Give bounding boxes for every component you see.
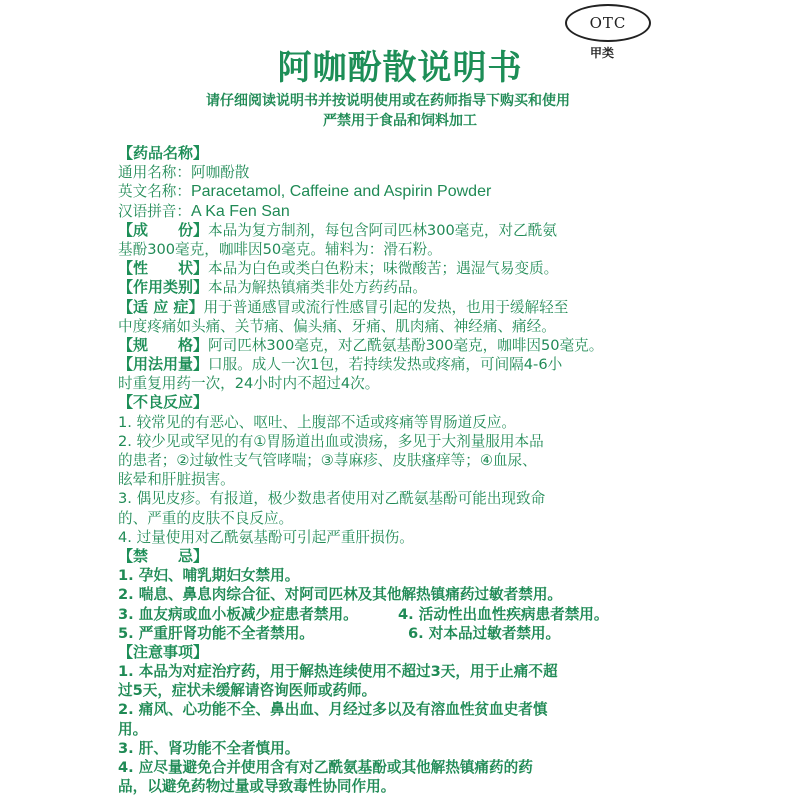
character-text: 本品为白色或类白色粉末；味微酸苦；遇湿气易变质。 xyxy=(208,260,559,278)
otc-badge xyxy=(565,4,651,42)
section-precautions xyxy=(118,643,658,662)
precaution-line: 过5天，症状未缓解请咨询医师或药师。 xyxy=(118,682,377,700)
section-spec xyxy=(118,336,658,355)
section-header: 【作用类别】 xyxy=(118,278,209,297)
contraindication-line: 1. 孕妇、哺乳期妇女禁用。 xyxy=(118,567,300,585)
english-name-label: 英文名称： xyxy=(118,183,191,201)
section-category xyxy=(118,278,658,297)
otc-class-label: 甲类 xyxy=(590,46,615,60)
adverse-line: 的、严重的皮肤不良反应。 xyxy=(118,509,294,527)
dosage-text: 口服。成人一次1包，若持续发热或疼痛，可间隔4-6小 xyxy=(208,356,563,374)
section-header: 【禁 忌】 xyxy=(118,546,209,565)
section-adverse xyxy=(118,393,658,412)
composition-text: 本品为复方制剂，每包含阿司匹林300毫克，对乙酰氨 xyxy=(208,221,557,239)
contraindication-line-5-6 xyxy=(118,624,658,643)
section-header: 【成 份】 xyxy=(118,220,209,239)
page-title: 阿咖酚散说明书 xyxy=(277,48,523,88)
section-dosage xyxy=(118,355,658,374)
precaution-line: 1. 本品为对症治疗药，用于解热连续使用不超过3天，用于止痛不超 xyxy=(118,663,558,681)
leaflet-body xyxy=(118,144,658,796)
adverse-line: 的患者；②过敏性支气管哮喘；③荨麻疹、皮肤瘙痒等；④血尿、 xyxy=(118,452,537,469)
adverse-line: 4. 过量使用对乙酰氨基酚可引起严重肝损伤。 xyxy=(118,528,414,546)
indications-text-line: 中度疼痛如头痛、关节痛、偏头痛、牙痛、肌肉痛、神经痛、痛经。 xyxy=(118,317,556,335)
precaution-line: 品，以避免药物过量或导致毒性协同作用。 xyxy=(118,778,396,796)
adverse-line: 3. 偶见皮疹。有报道，极少数患者使用对乙酰氨基酚可能出现致命 xyxy=(118,490,546,508)
adverse-line: 1. 较常见的有恶心、呕吐、上腹部不适或疼痛等胃肠道反应。 xyxy=(118,413,517,431)
pinyin-row xyxy=(118,202,658,221)
composition-text-line: 基酚300毫克，咖啡因50毫克。辅料为：滑石粉。 xyxy=(118,240,442,258)
adverse-line: 眩晕和肝脏损害。 xyxy=(118,471,235,489)
contraindication-item-4: 4. 活动性出血性疾病患者禁用。 xyxy=(398,605,609,623)
section-header: 【药品名称】 xyxy=(118,144,209,162)
precaution-line: 2. 痛风、心功能不全、鼻出血、月经过多以及有溶血性贫血史者慎 xyxy=(118,701,548,719)
usage-notice: 请仔细阅读说明书并按说明使用或在药师指导下购买和使用 xyxy=(206,93,570,109)
common-name-value: 阿咖酚散 xyxy=(190,164,250,182)
precaution-line: 用。 xyxy=(118,720,148,738)
precaution-line: 3. 肝、肾功能不全者慎用。 xyxy=(118,739,300,757)
section-header: 【注意事项】 xyxy=(118,642,209,661)
section-contraindications xyxy=(118,547,658,566)
pinyin-label: 汉语拼音： xyxy=(118,202,191,220)
indications-text: 用于普通感冒或流行性感冒引起的发热，也用于缓解轻至 xyxy=(203,298,569,316)
common-name-label: 通用名称： xyxy=(118,164,191,182)
dosage-text-line: 时重复用药一次，24小时内不超过4次。 xyxy=(118,375,380,393)
section-indications xyxy=(118,298,658,317)
section-header: 【适 应 症】 xyxy=(118,297,204,316)
contraindication-line-3-4 xyxy=(118,605,658,624)
pinyin-value: A Ka Fen San xyxy=(190,202,290,220)
contraindication-line: 2. 喘息、鼻息肉综合征、对阿司匹林及其他解热镇痛药过敏者禁用。 xyxy=(118,586,563,604)
category-text: 本品为解热镇痛类非处方药药品。 xyxy=(208,279,427,297)
feed-warning-notice: 严禁用于食品和饲料加工 xyxy=(323,113,477,129)
common-name-row xyxy=(118,163,658,182)
section-header: 【不良反应】 xyxy=(118,393,209,412)
section-header: 【用法用量】 xyxy=(118,355,209,374)
section-header: 【性 状】 xyxy=(118,259,209,278)
section-header: 【规 格】 xyxy=(118,335,209,354)
section-composition xyxy=(118,221,658,240)
adverse-line: 2. 较少见或罕见的有①胃肠道出血或溃疡，多见于大剂量服用本品 xyxy=(118,432,544,450)
english-name-value: Paracetamol, Caffeine and Aspirin Powder xyxy=(190,183,492,201)
otc-badge-text: OTC xyxy=(589,14,627,32)
contraindication-item-5: 5. 严重肝肾功能不全者禁用。 xyxy=(118,624,314,642)
precaution-line: 4. 应尽量避免合并使用含有对乙酰氨基酚或其他解热镇痛药的药 xyxy=(118,759,533,776)
section-drug-name xyxy=(118,144,658,163)
english-name-row xyxy=(118,182,658,201)
contraindication-item-3: 3. 血友病或血小板减少症患者禁用。 xyxy=(118,605,358,623)
section-character xyxy=(118,259,658,278)
spec-text: 阿司匹林300毫克，对乙酰氨基酚300毫克，咖啡因50毫克。 xyxy=(208,336,604,354)
contraindication-item-6: 6. 对本品过敏者禁用。 xyxy=(408,624,561,642)
